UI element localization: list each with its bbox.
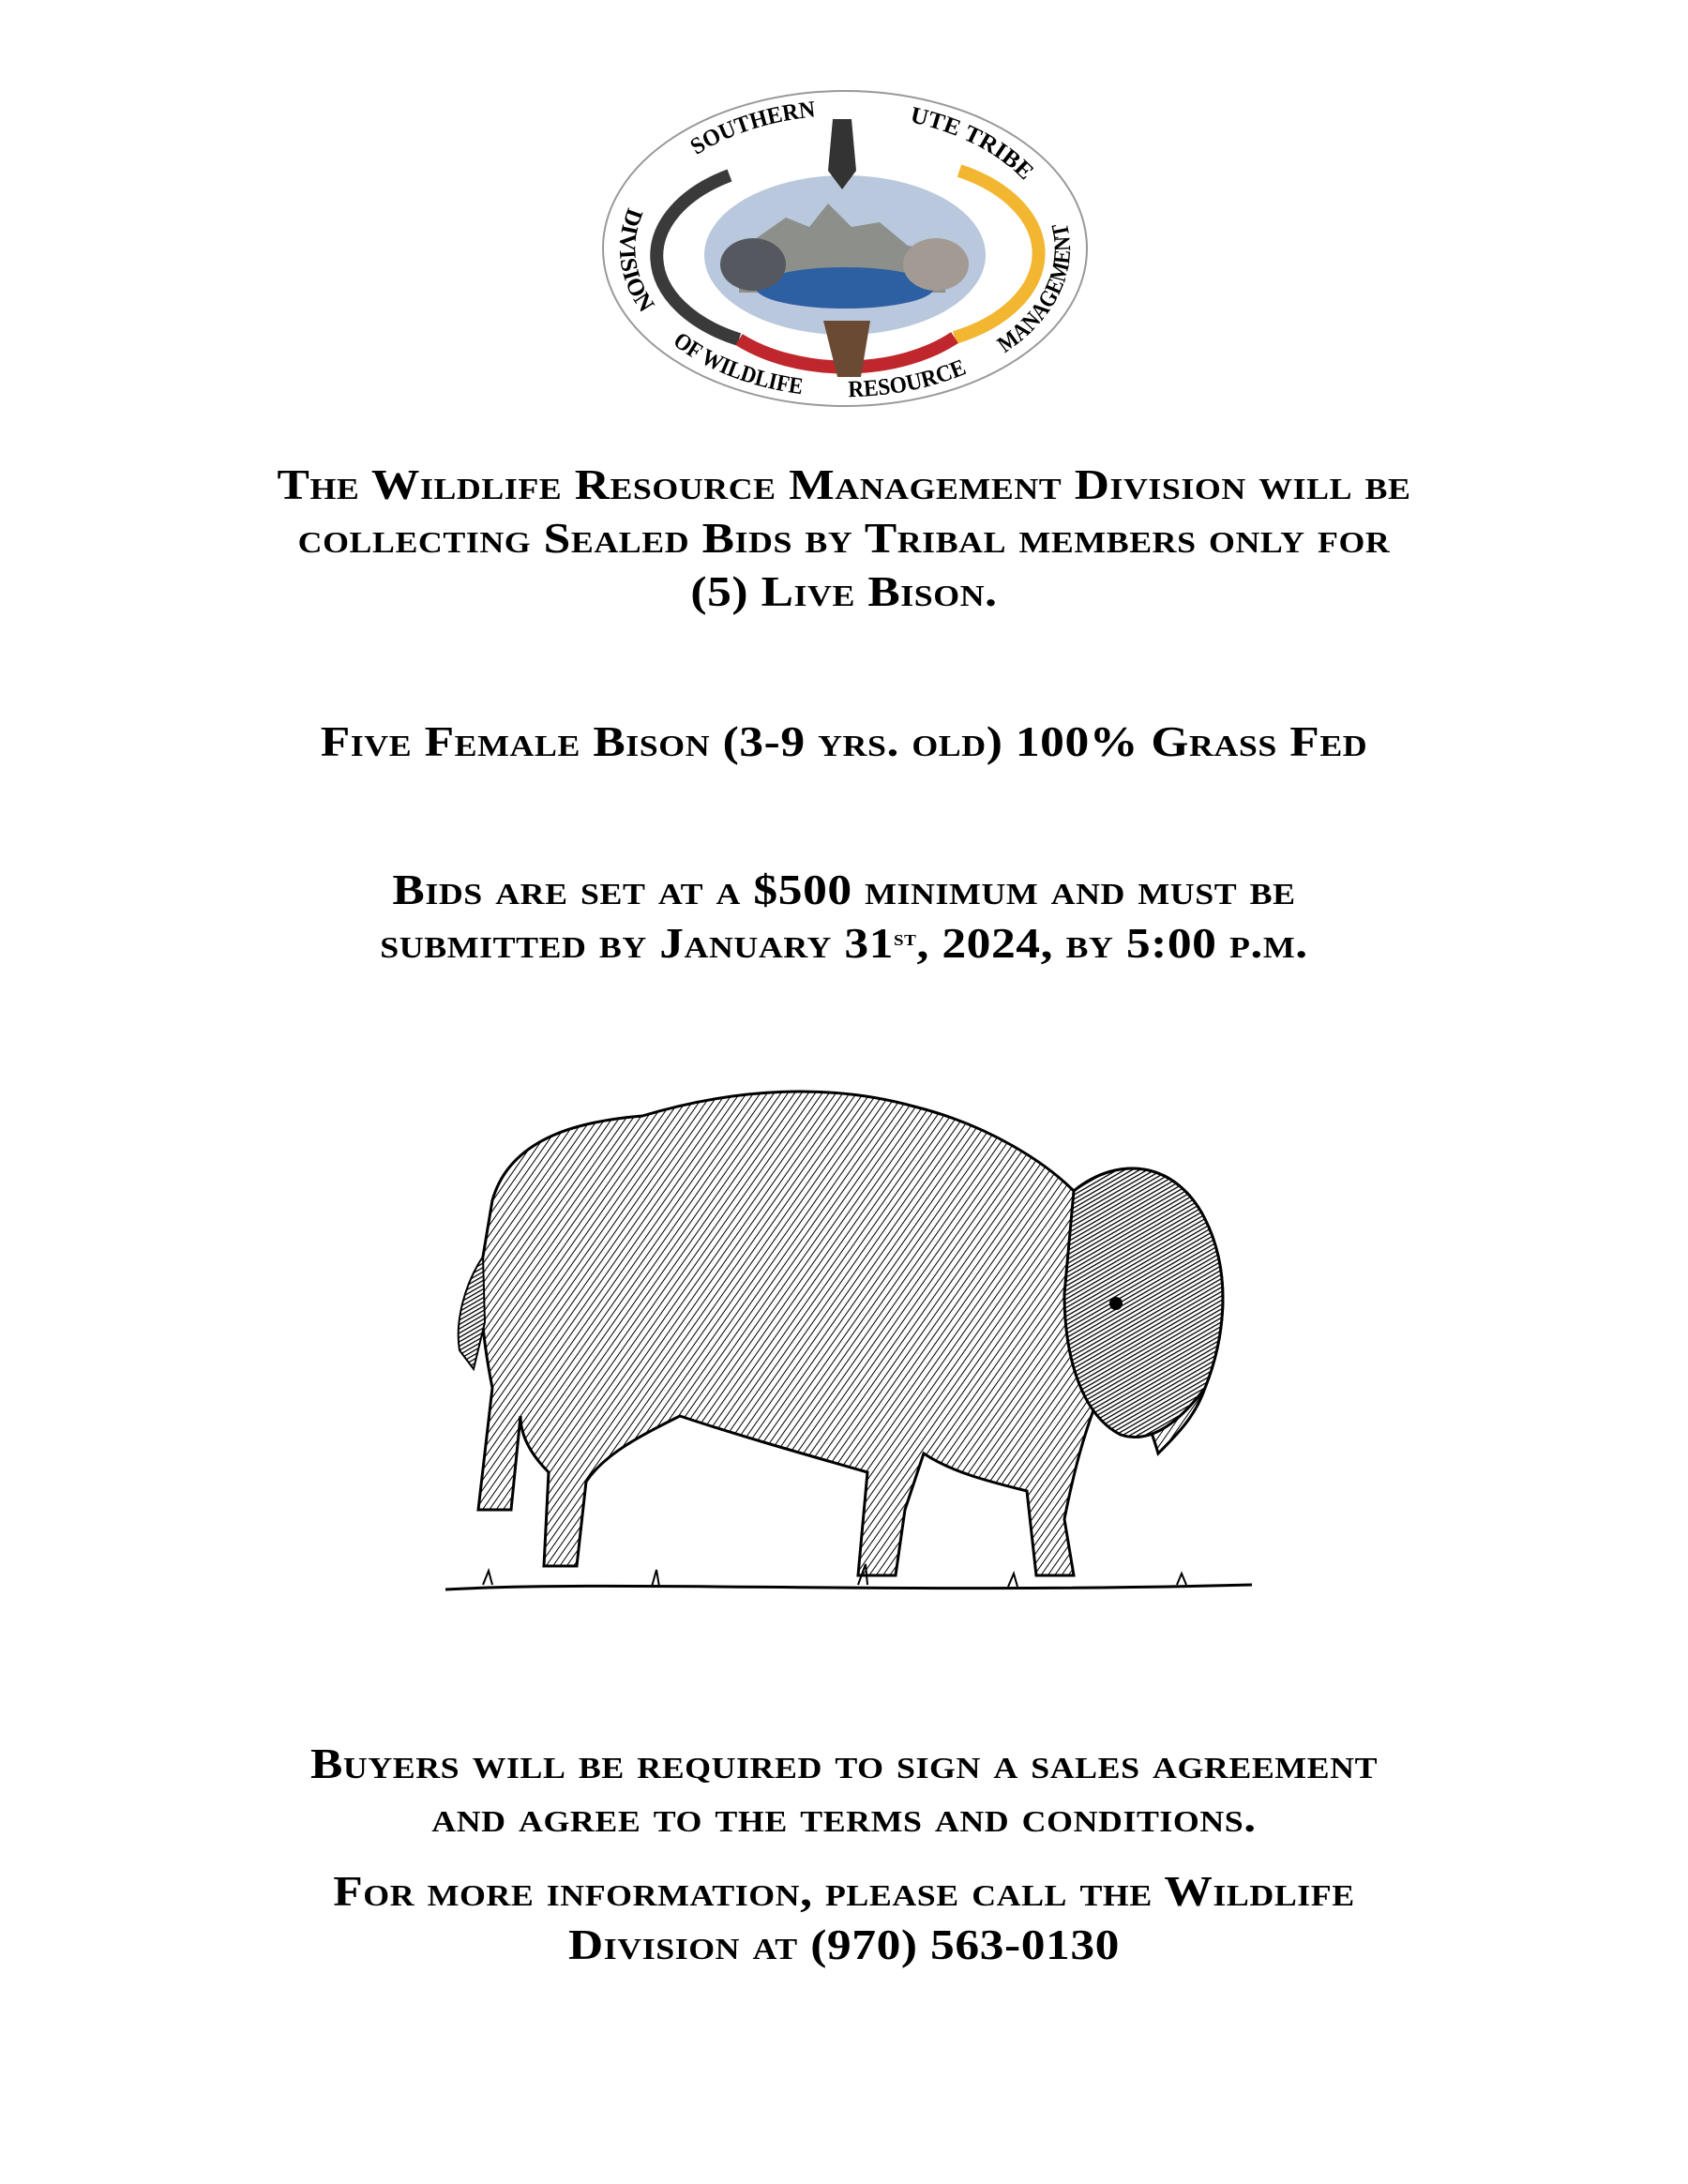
announcement-line: The Wildlife Resource Management Division will be [277, 460, 1411, 508]
deadline-suffix: , 2024, by 5:00 p.m. [916, 919, 1308, 967]
announcement-line: (5) Live Bison. [690, 567, 998, 615]
logo-text-management: MANAGEMENT [992, 219, 1077, 358]
bison-illustration [427, 1078, 1266, 1641]
contact-phone-line: Division at (970) 563-0130 [567, 1920, 1121, 1968]
deadline-ordinal: st [894, 926, 917, 951]
bid-deadline-line [0, 916, 1688, 970]
announcement-paragraph [0, 458, 1688, 618]
terms-line: and agree to the terms and conditions. [431, 1793, 1257, 1841]
southern-ute-wildlife-logo [598, 86, 1092, 411]
bid-minimum-line: Bids are set at a $500 minimum and must be [392, 866, 1296, 913]
logo-text-southern: SOUTHERN [686, 97, 818, 160]
logo-text-division: DIVISION [613, 204, 659, 317]
bid-requirements [0, 863, 1688, 970]
bison-details [0, 715, 1688, 768]
logo-text-of-wildlife: OF WILDLIFE [669, 327, 806, 400]
terms-line: Buyers will be required to sign a sales agreement [309, 1740, 1379, 1787]
terms-paragraph [0, 1737, 1688, 1844]
details-line: Five Female Bison (3-9 yrs. old) 100% Grass Fed [320, 717, 1368, 765]
contact-line: For more information, please call the Wildlife [333, 1867, 1355, 1915]
logo-text-resource: RESOURCE [847, 354, 971, 403]
deadline-prefix: submitted by January 31 [380, 919, 895, 967]
logo-text-ute-tribe: UTE TRIBE [908, 102, 1038, 185]
announcement-line: collecting Sealed Bids by Tribal members only for [297, 514, 1391, 562]
contact-paragraph [0, 1864, 1688, 1971]
